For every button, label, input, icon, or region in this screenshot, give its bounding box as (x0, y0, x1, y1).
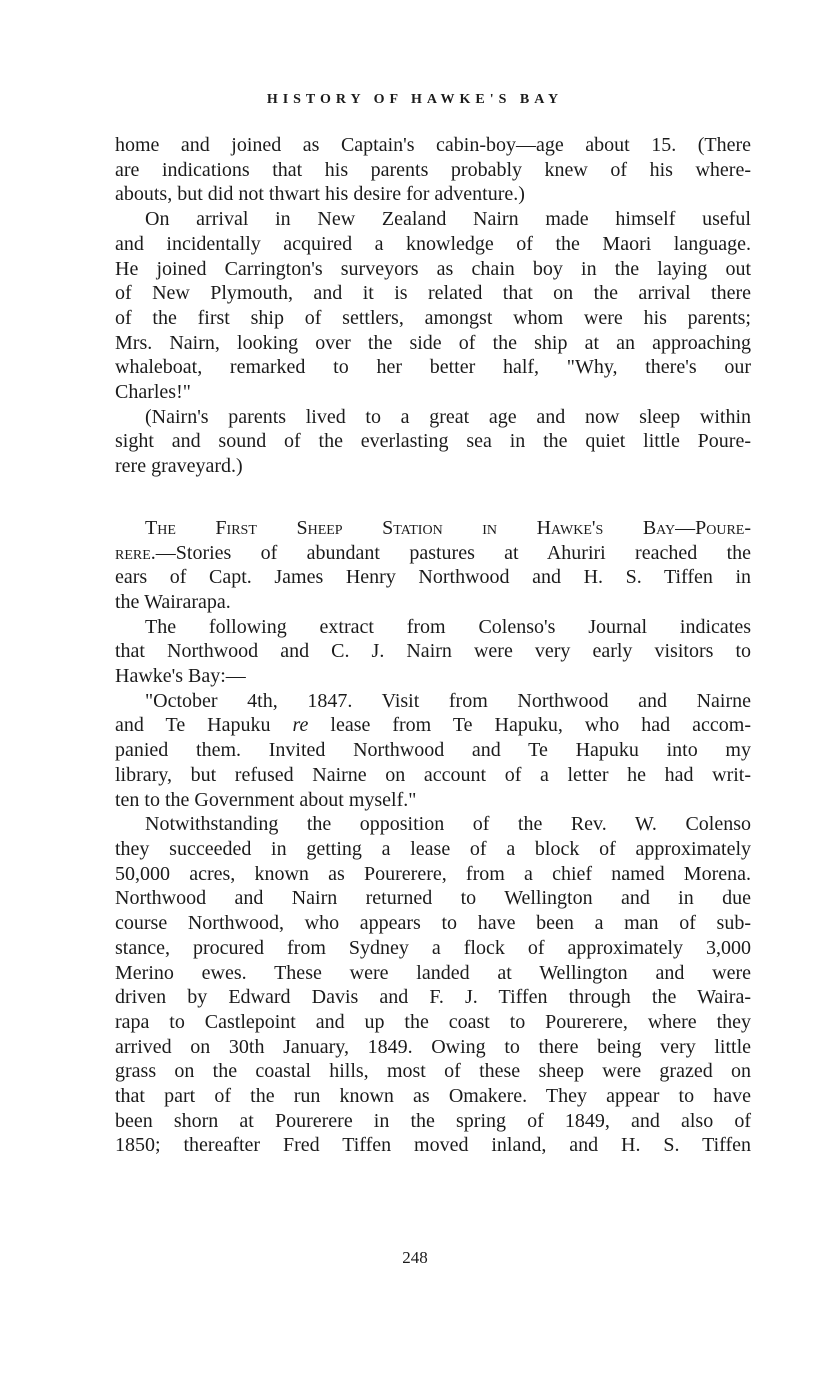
text-line: of the first ship of settlers, amongst whom were his parents; (115, 306, 751, 329)
text-line: Mrs. Nairn, looking over the side of the ship at an approaching (115, 331, 751, 354)
text-line: they succeeded in getting a lease of a block of approximately (115, 837, 751, 860)
text-line: library, but refused Nairne on account of a letter he had writ- (115, 763, 751, 786)
text-line: arrived on 30th January, 1849. Owing to there being very little (115, 1035, 751, 1058)
text-run: —Stories of abundant pastures at Ahuriri reached the (155, 541, 751, 564)
text-line (115, 713, 751, 738)
section-spacer (115, 479, 751, 516)
running-head: HISTORY OF HAWKE'S BAY (266, 92, 564, 107)
paragraph (115, 133, 751, 207)
text-line: The following extract from Colenso's Journal indicates (145, 615, 751, 638)
paragraph (115, 812, 751, 1158)
text-line: driven by Edward Davis and F. J. Tiffen through the Waira- (115, 986, 751, 1009)
text-line: Hawke's Bay:— (115, 665, 246, 688)
italic-text: re (292, 714, 309, 737)
text-line: of New Plymouth, and it is related that on the arrival there (115, 282, 751, 305)
text-line: been shorn at Pourerere in the spring of 1849, and also of (115, 1109, 751, 1132)
text-line: 1850; thereafter Fred Tiffen moved inland, and H. S. Tiffen (115, 1134, 751, 1157)
paragraph (115, 405, 751, 479)
section-heading-title-cont: rere. (115, 541, 156, 564)
text-line: Northwood and Nairn returned to Wellington and in due (115, 887, 751, 910)
paragraph (115, 207, 751, 405)
text-line: the Wairarapa. (115, 590, 231, 613)
text-line: 50,000 acres, known as Pourerere, from a chief named Morena. (115, 862, 751, 885)
text-line: and incidentally acquired a knowledge of the Maori language. (115, 232, 751, 255)
text-line: "October 4th, 1847. Visit from Northwood and Nairne (145, 689, 751, 712)
section-heading (115, 516, 751, 541)
text-line: rapa to Castlepoint and up the coast to Pourerere, where they (115, 1010, 751, 1033)
text-line: Merino ewes. These were landed at Wellington and were (115, 961, 751, 984)
section-heading-title: The First Sheep Station in Hawke's Bay—Poure- (145, 516, 751, 539)
text-line (115, 541, 751, 566)
text-line: grass on the coastal hills, most of these sheep were grazed on (115, 1060, 751, 1083)
text-run: lease from Te Hapuku, who had accom- (308, 714, 751, 737)
text-line: course Northwood, who appears to have been a man of sub- (115, 912, 751, 935)
paragraph (115, 615, 751, 689)
text-line: home and joined as Captain's cabin-boy—age about 15. (There (115, 134, 751, 156)
text-line: He joined Carrington's surveyors as chain boy in the laying out (115, 257, 751, 280)
text-line: (Nairn's parents lived to a great age and now sleep within (145, 405, 751, 428)
section-paragraph (115, 516, 751, 615)
text-line: On arrival in New Zealand Nairn made himself useful (145, 208, 751, 231)
text-line: Charles!" (115, 381, 191, 404)
text-line: that Northwood and C. J. Nairn were very early visitors to (115, 640, 751, 663)
quotation (115, 689, 751, 813)
text-line: are indications that his parents probably knew of his where- (115, 158, 751, 181)
text-line: abouts, but did not thwart his desire for adventure.) (115, 183, 525, 206)
text-line: sight and sound of the everlasting sea in the quiet little Poure- (115, 430, 751, 453)
page-number: 248 (402, 1248, 428, 1267)
text-line: that part of the run known as Omakere. They appear to have (115, 1085, 751, 1108)
body-text (115, 133, 751, 1158)
text-line: ten to the Government about myself." (115, 788, 417, 811)
text-run: and Te Hapuku (115, 714, 293, 737)
text-line: Notwithstanding the opposition of the Rev. W. Colenso (145, 813, 751, 836)
text-line: ears of Capt. James Henry Northwood and H. S. Tiffen in (115, 566, 751, 589)
text-line: stance, procured from Sydney a flock of approximately 3,000 (115, 936, 751, 959)
text-line: rere graveyard.) (115, 455, 243, 478)
text-line: panied them. Invited Northwood and Te Hapuku into my (115, 739, 751, 762)
text-line: whaleboat, remarked to her better half, "Why, there's our (115, 356, 751, 379)
